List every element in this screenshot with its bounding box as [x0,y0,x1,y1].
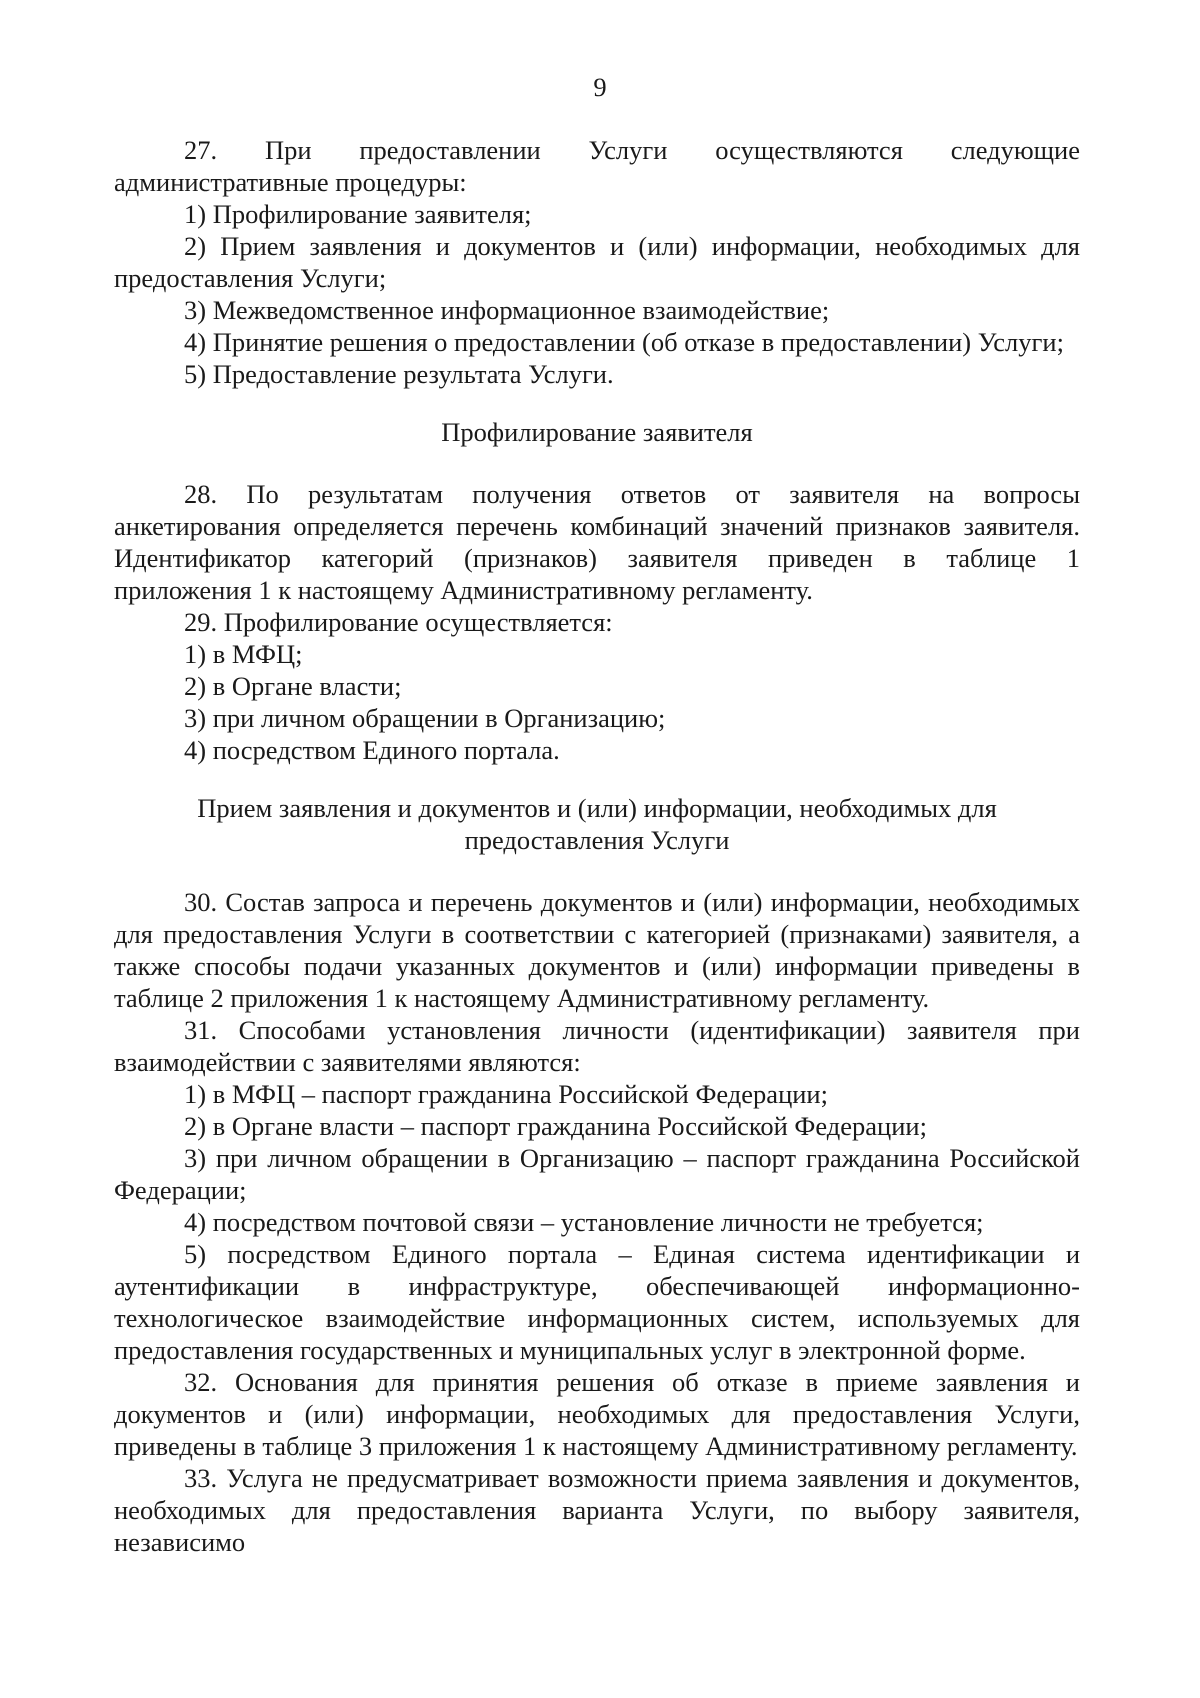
list-item-31-5-line-2: аутентификации в инфраструктуре, обеспечивающей информационно- [114,1271,1080,1301]
list-item-27-2-line-2: предоставления Услуги; [114,263,387,293]
list-item-27-5: 5) Предоставление результата Услуги. [184,359,614,389]
list-item-31-3-line-2: Федерации; [114,1175,247,1205]
paragraph-28-line-1: 28. По результатам получения ответов от заявителя на вопросы [184,479,1080,509]
paragraph-30-line-4: таблице 2 приложения 1 к настоящему Административному регламенту. [114,983,930,1013]
list-item-31-1: 1) в МФЦ – паспорт гражданина Российской Федерации; [184,1079,828,1109]
section-heading-profiling: Профилирование заявителя [441,417,753,447]
paragraph-27-line-1: 27. При предоставлении Услуги осуществляются следующие [184,135,1080,165]
list-item-29-1: 1) в МФЦ; [184,639,303,669]
paragraph-30-line-2: для предоставления Услуги в соответствии с категорией (признаками) заявителя, а [114,919,1080,949]
list-item-27-3: 3) Межведомственное информационное взаимодействие; [184,295,830,325]
list-item-31-4: 4) посредством почтовой связи – установление личности не требуется; [184,1207,984,1237]
list-item-31-3-line-1: 3) при личном обращении в Организацию – паспорт гражданина Российской [184,1143,1080,1173]
paragraph-27-line-2: административные процедуры: [114,167,467,197]
paragraph-33-line-1: 33. Услуга не предусматривает возможности приема заявления и документов, [184,1463,1080,1493]
paragraph-30-line-1: 30. Состав запроса и перечень документов и (или) информации, необходимых [184,887,1080,917]
list-item-29-4: 4) посредством Единого портала. [184,735,560,765]
section-heading-receiving-line-2: предоставления Услуги [464,825,730,855]
list-item-27-1: 1) Профилирование заявителя; [184,199,532,229]
paragraph-31-line-2: взаимодействии с заявителями являются: [114,1047,581,1077]
paragraph-28-line-3: Идентификатор категорий (признаков) заявителя приведен в таблице 1 [114,543,1080,573]
list-item-31-5-line-4: предоставления государственных и муниципальных услуг в электронной форме. [114,1335,1026,1365]
list-item-31-5-line-1: 5) посредством Единого портала – Единая система идентификации и [184,1239,1080,1269]
paragraph-29: 29. Профилирование осуществляется: [184,607,613,637]
list-item-29-2: 2) в Органе власти; [184,671,402,701]
paragraph-30-line-3: также способы подачи указанных документов и (или) информации приведены в [114,951,1080,981]
paragraph-32-line-1: 32. Основания для принятия решения об отказе в приеме заявления и [184,1367,1080,1397]
list-item-27-4: 4) Принятие решения о предоставлении (об отказе в предоставлении) Услуги; [184,327,1064,357]
list-item-29-3: 3) при личном обращении в Организацию; [184,703,666,733]
paragraph-28-line-4: приложения 1 к настоящему Административному регламенту. [114,575,813,605]
list-item-31-5-line-3: технологическое взаимодействие информационных систем, используемых для [114,1303,1080,1333]
paragraph-28-line-2: анкетирования определяется перечень комбинаций значений признаков заявителя. [114,511,1080,541]
list-item-31-2: 2) в Органе власти – паспорт гражданина Российской Федерации; [184,1111,927,1141]
paragraph-32-line-2: документов и (или) информации, необходимых для предоставления Услуги, [114,1399,1080,1429]
section-heading-receiving [114,792,1080,856]
paragraph-32-line-3: приведены в таблице 3 приложения 1 к настоящему Административному регламенту. [114,1431,1078,1461]
document-body [114,134,1080,1558]
list-item-27-2-line-1: 2) Прием заявления и документов и (или) информации, необходимых для [184,231,1080,261]
section-heading-receiving-line-1: Прием заявления и документов и (или) информации, необходимых для [197,793,997,823]
paragraph-33-line-2: необходимых для предоставления варианта Услуги, по выбору заявителя, независимо [114,1495,1080,1557]
paragraph-31-line-1: 31. Способами установления личности (идентификации) заявителя при [184,1015,1080,1045]
page-number: 9 [593,72,607,102]
